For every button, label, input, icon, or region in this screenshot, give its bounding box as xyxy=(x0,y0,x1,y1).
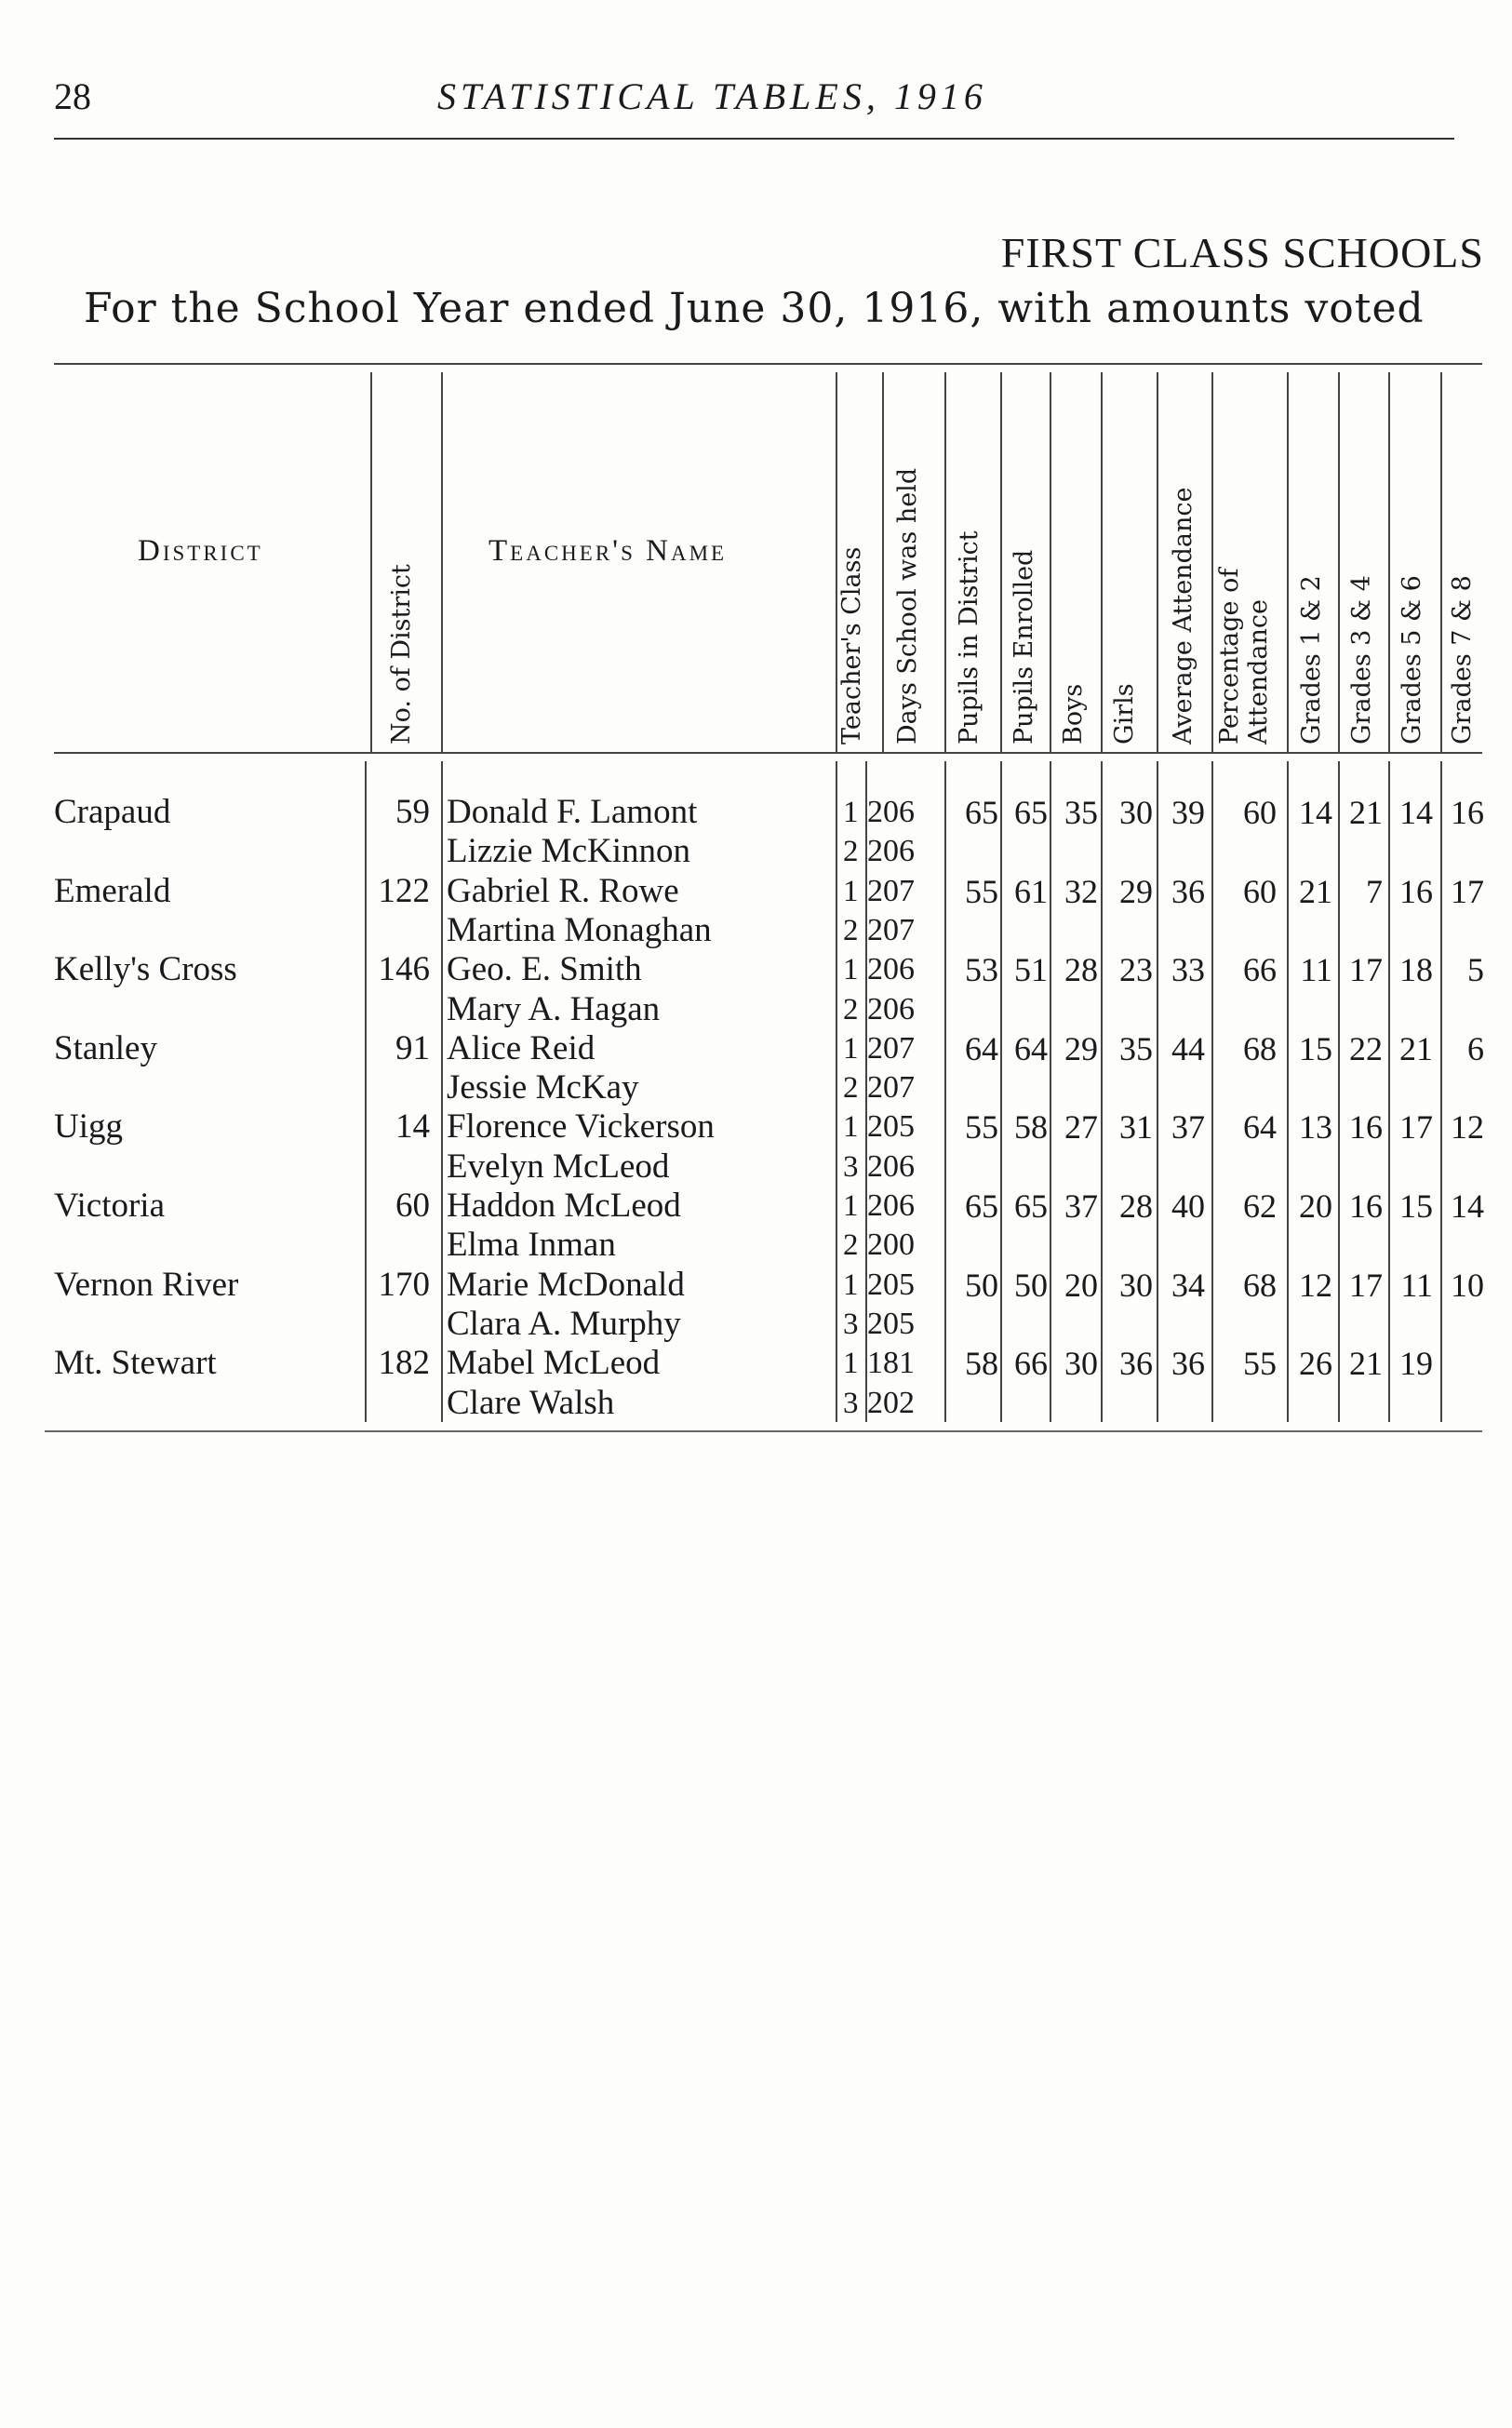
days-held: 207 xyxy=(867,912,915,947)
cell-g78: 10 xyxy=(1451,1266,1484,1304)
table-row xyxy=(0,832,1512,871)
cell-g12: 11 xyxy=(1300,951,1332,989)
header-pupils-enrolled: Pupils Enrolled xyxy=(1010,549,1038,744)
column-rule xyxy=(1157,372,1158,752)
cell-g78: 17 xyxy=(1451,872,1484,910)
header-teacher-name: Teacher's Name xyxy=(488,534,728,568)
cell-pct: 64 xyxy=(1243,1108,1277,1147)
cell-g12: 15 xyxy=(1299,1029,1332,1067)
days-held: 207 xyxy=(867,1070,915,1106)
district-number: 182 xyxy=(378,1344,430,1383)
cell-pupils: 55 xyxy=(965,1108,998,1147)
teacher-class: 3 xyxy=(843,1386,859,1420)
district-name: Crapaud xyxy=(54,793,171,831)
page-number: 28 xyxy=(54,75,91,117)
cell-pupils: 50 xyxy=(965,1266,998,1304)
column-rule xyxy=(882,372,884,752)
cell-g78: 5 xyxy=(1467,951,1484,989)
district-number: 91 xyxy=(395,1028,430,1067)
cell-g78: 14 xyxy=(1451,1187,1484,1225)
teacher-class: 1 xyxy=(843,1347,859,1381)
district-number: 146 xyxy=(378,950,430,989)
cell-pct: 60 xyxy=(1243,872,1277,910)
table-row xyxy=(0,1107,1512,1147)
days-held: 206 xyxy=(867,1148,915,1184)
cell-enrolled: 64 xyxy=(1014,1029,1048,1067)
table-row xyxy=(0,1266,1512,1305)
cell-g56: 18 xyxy=(1399,951,1433,989)
teacher-class: 1 xyxy=(843,1189,859,1223)
table-row xyxy=(0,990,1512,1029)
district-number: 170 xyxy=(378,1265,430,1304)
table-row xyxy=(0,1344,1512,1383)
cell-enrolled: 58 xyxy=(1014,1108,1048,1147)
teacher-class: 1 xyxy=(843,953,859,987)
teacher-class: 1 xyxy=(843,874,859,908)
header-grades-1-2: Grades 1 & 2 xyxy=(1297,575,1326,744)
cell-pct: 68 xyxy=(1243,1266,1277,1304)
table-row xyxy=(0,1068,1512,1107)
teacher-class: 1 xyxy=(843,1031,859,1066)
teacher-name: Mabel McLeod xyxy=(447,1344,661,1383)
teacher-name: Martina Monaghan xyxy=(447,910,712,949)
district-name: Stanley xyxy=(54,1028,157,1067)
cell-enrolled: 51 xyxy=(1014,951,1048,989)
district-number: 122 xyxy=(378,871,430,910)
teacher-name: Elma Inman xyxy=(447,1226,616,1265)
cell-g12: 26 xyxy=(1299,1345,1332,1383)
cell-boys: 37 xyxy=(1064,1187,1098,1225)
column-rule xyxy=(1000,372,1002,752)
cell-g56: 17 xyxy=(1399,1108,1433,1147)
table-row xyxy=(0,1226,1512,1265)
header-grades-3-4: Grades 3 & 4 xyxy=(1347,575,1376,744)
days-held: 181 xyxy=(867,1346,915,1381)
header-percentage-line1: Percentage of xyxy=(1215,568,1244,744)
cell-pupils: 58 xyxy=(965,1345,998,1383)
header-grades-5-6: Grades 5 & 6 xyxy=(1398,575,1426,744)
header-teachers-class: Teacher's Class xyxy=(837,546,866,744)
section-title: FIRST CLASS SCHOOLS xyxy=(1000,229,1484,276)
cell-boys: 28 xyxy=(1064,951,1098,989)
cell-g34: 22 xyxy=(1349,1029,1383,1067)
header-average-attendance: Average Attendance xyxy=(1169,487,1198,744)
cell-pct: 60 xyxy=(1243,794,1277,831)
cell-avg: 33 xyxy=(1171,951,1205,989)
cell-boys: 35 xyxy=(1064,794,1098,831)
days-held: 205 xyxy=(867,1109,915,1145)
district-name: Vernon River xyxy=(54,1265,239,1304)
district-name: Kelly's Cross xyxy=(54,950,237,989)
cell-boys: 32 xyxy=(1064,872,1098,910)
cell-enrolled: 66 xyxy=(1014,1345,1048,1383)
teacher-name: Jessie McKay xyxy=(447,1068,639,1107)
teacher-name: Haddon McLeod xyxy=(447,1187,681,1225)
cell-pupils: 65 xyxy=(965,794,998,831)
days-held: 200 xyxy=(867,1227,915,1263)
cell-pct: 66 xyxy=(1243,951,1277,989)
teacher-class: 2 xyxy=(843,913,859,947)
table-row xyxy=(0,1147,1512,1187)
cell-g56: 21 xyxy=(1399,1029,1433,1067)
cell-enrolled: 50 xyxy=(1014,1266,1048,1304)
cell-girls: 29 xyxy=(1119,872,1153,910)
teacher-name: Evelyn McLeod xyxy=(447,1147,670,1186)
cell-boys: 29 xyxy=(1064,1029,1098,1067)
cell-g12: 13 xyxy=(1299,1108,1332,1147)
cell-pupils: 65 xyxy=(965,1187,998,1225)
teacher-class: 3 xyxy=(843,1307,859,1341)
table-row xyxy=(0,950,1512,989)
teacher-name: Lizzie McKinnon xyxy=(447,832,690,871)
header-district: District xyxy=(138,534,263,568)
column-rule xyxy=(1050,372,1051,752)
days-held: 205 xyxy=(867,1267,915,1302)
cell-pct: 62 xyxy=(1243,1187,1277,1225)
days-held: 207 xyxy=(867,873,915,908)
header-pupils-in-district: Pupils in District xyxy=(955,530,983,744)
column-rule xyxy=(370,372,372,752)
district-number: 14 xyxy=(395,1107,430,1147)
cell-g34: 17 xyxy=(1349,951,1383,989)
cell-g34: 17 xyxy=(1349,1266,1383,1304)
district-name: Mt. Stewart xyxy=(54,1344,217,1383)
header-no-of-district: No. of District xyxy=(387,564,416,744)
district-number: 60 xyxy=(395,1187,430,1225)
cell-boys: 27 xyxy=(1064,1108,1098,1147)
cell-avg: 39 xyxy=(1171,794,1205,831)
table-row xyxy=(0,911,1512,950)
cell-g34: 7 xyxy=(1366,872,1383,910)
days-held: 206 xyxy=(867,1188,915,1223)
cell-avg: 36 xyxy=(1171,872,1205,910)
cell-pct: 68 xyxy=(1243,1029,1277,1067)
cell-g56: 14 xyxy=(1399,794,1433,831)
column-rule xyxy=(1211,372,1213,752)
cell-girls: 35 xyxy=(1119,1029,1153,1067)
teacher-class: 1 xyxy=(843,796,859,829)
teacher-name: Florence Vickerson xyxy=(447,1107,715,1147)
district-name: Uigg xyxy=(54,1107,123,1147)
cell-pupils: 64 xyxy=(965,1029,998,1067)
section-subtitle: For the School Year ended June 30, 1916, with amounts voted xyxy=(84,285,1425,332)
teacher-name: Donald F. Lamont xyxy=(447,793,698,831)
district-number: 59 xyxy=(395,793,430,831)
teacher-class: 2 xyxy=(843,1071,859,1106)
teacher-name: Geo. E. Smith xyxy=(447,950,642,989)
teacher-class: 2 xyxy=(843,835,859,869)
table-head-rule xyxy=(54,752,1482,754)
cell-g34: 16 xyxy=(1349,1108,1383,1147)
table-row xyxy=(0,872,1512,911)
cell-girls: 30 xyxy=(1119,794,1153,831)
cell-g12: 21 xyxy=(1299,872,1332,910)
district-name: Victoria xyxy=(54,1187,166,1225)
column-rule xyxy=(1101,372,1103,752)
cell-girls: 30 xyxy=(1119,1266,1153,1304)
column-rule xyxy=(1338,372,1340,752)
header-percentage-line2: Attendance xyxy=(1244,599,1273,744)
cell-boys: 30 xyxy=(1064,1345,1098,1383)
teacher-name: Alice Reid xyxy=(447,1028,595,1067)
header-boys: Boys xyxy=(1059,683,1088,744)
district-name: Emerald xyxy=(54,871,171,910)
column-rule xyxy=(441,372,443,752)
cell-girls: 36 xyxy=(1119,1345,1153,1383)
days-held: 206 xyxy=(867,952,915,987)
cell-enrolled: 65 xyxy=(1014,1187,1048,1225)
cell-g78: 6 xyxy=(1467,1029,1484,1067)
header-girls: Girls xyxy=(1110,683,1139,744)
teacher-class: 2 xyxy=(843,1228,859,1263)
table-bottom-rule xyxy=(45,1430,1482,1432)
cell-pct: 55 xyxy=(1243,1345,1277,1383)
days-held: 202 xyxy=(867,1385,915,1420)
cell-pupils: 55 xyxy=(965,872,998,910)
table-row xyxy=(0,1187,1512,1226)
teacher-class: 1 xyxy=(843,1268,859,1302)
cell-g34: 21 xyxy=(1349,1345,1383,1383)
column-rule xyxy=(1388,372,1390,752)
days-held: 205 xyxy=(867,1306,915,1341)
cell-g34: 16 xyxy=(1349,1187,1383,1225)
table-row xyxy=(0,1384,1512,1423)
cell-g12: 20 xyxy=(1299,1187,1332,1225)
cell-enrolled: 61 xyxy=(1014,872,1048,910)
teacher-class: 1 xyxy=(843,1110,859,1145)
teacher-class: 2 xyxy=(843,992,859,1026)
cell-g56: 19 xyxy=(1399,1345,1433,1383)
cell-avg: 40 xyxy=(1171,1187,1205,1225)
days-held: 207 xyxy=(867,1030,915,1066)
cell-g78: 16 xyxy=(1451,794,1484,831)
cell-g12: 14 xyxy=(1299,794,1332,831)
cell-g56: 15 xyxy=(1399,1187,1433,1225)
cell-g12: 12 xyxy=(1299,1266,1332,1304)
cell-g56: 11 xyxy=(1400,1266,1433,1304)
table-top-rule xyxy=(54,363,1482,365)
teacher-name: Clara A. Murphy xyxy=(447,1304,681,1343)
days-held: 206 xyxy=(867,795,915,829)
header-rule xyxy=(54,138,1454,140)
cell-pupils: 53 xyxy=(965,951,998,989)
column-rule xyxy=(944,372,946,752)
cell-avg: 34 xyxy=(1171,1266,1205,1304)
cell-enrolled: 65 xyxy=(1014,794,1048,831)
cell-avg: 44 xyxy=(1171,1029,1205,1067)
cell-g78: 12 xyxy=(1451,1108,1484,1147)
table-row xyxy=(0,1305,1512,1344)
header-days-held: Days School was held xyxy=(893,467,922,744)
table-row xyxy=(0,793,1512,832)
days-held: 206 xyxy=(867,991,915,1026)
teacher-class: 3 xyxy=(843,1149,859,1184)
cell-girls: 23 xyxy=(1119,951,1153,989)
cell-avg: 37 xyxy=(1171,1108,1205,1147)
cell-g56: 16 xyxy=(1399,872,1433,910)
days-held: 206 xyxy=(867,834,915,869)
cell-boys: 20 xyxy=(1064,1266,1098,1304)
running-title: STATISTICAL TABLES, 1916 xyxy=(437,75,987,117)
cell-girls: 28 xyxy=(1119,1187,1153,1225)
teacher-name: Gabriel R. Rowe xyxy=(447,871,679,910)
teacher-name: Mary A. Hagan xyxy=(447,989,661,1028)
cell-girls: 31 xyxy=(1119,1108,1153,1147)
header-grades-7-8: Grades 7 & 8 xyxy=(1448,575,1477,744)
teacher-name: Clare Walsh xyxy=(447,1383,615,1422)
cell-avg: 36 xyxy=(1171,1345,1205,1383)
column-rule xyxy=(1440,372,1442,752)
cell-g34: 21 xyxy=(1349,794,1383,831)
table-row xyxy=(0,1029,1512,1068)
column-rule xyxy=(1287,372,1289,752)
teacher-name: Marie McDonald xyxy=(447,1265,685,1304)
